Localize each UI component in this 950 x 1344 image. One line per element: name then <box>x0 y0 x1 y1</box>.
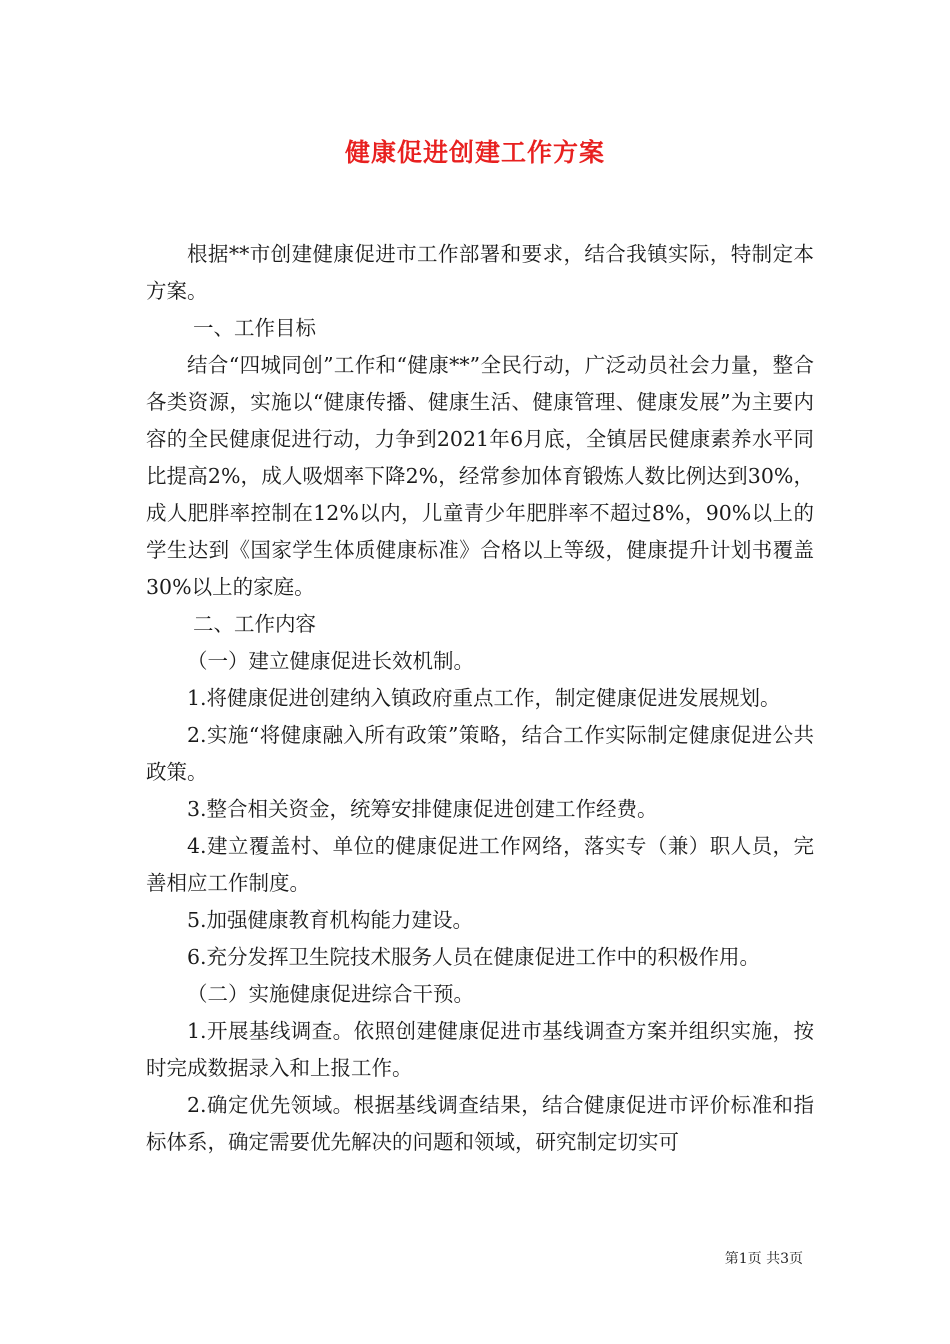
section-heading-content: 二、工作内容 <box>193 612 316 636</box>
list-item: 2.确定优先领域。根据基线调查结果，结合健康促进市评价标准和指标体系，确定需要优先解决的问题和领域，研究制定切实可 <box>146 1093 814 1154</box>
paragraph-intro: 根据**市创建健康促进市工作部署和要求，结合我镇实际，特制定本方案。 <box>146 242 814 303</box>
list-item: 2.实施“将健康融入所有政策”策略，结合工作实际制定健康促进公共政策。 <box>146 723 814 784</box>
paragraph-goals: 结合“四城同创”工作和“健康**”全民行动，广泛动员社会力量，整合各类资源，实施以“健康传播、健康生活、健康管理、健康发展”为主要内容的全民健康促进行动，力争到2021年6月底，全镇居民健康素养水平同比提高2%，成人吸烟率下降2%，经常参加体育锻炼人数比例达到30%，成人肥胖率控制在12%以内，儿童青少年肥胖率不超过8%，90%以上的学生达到《国家学生体质健康标准》合格以上等级，健康提升计划书覆盖30%以上的家庭。 <box>146 353 814 599</box>
document-body <box>146 236 814 1161</box>
document-title: 健康促进创建工作方案 <box>344 138 605 167</box>
section-heading-goals: 一、工作目标 <box>193 316 316 340</box>
page-number: 第1页 共3页 <box>724 1251 803 1267</box>
list-item: 3.整合相关资金，统筹安排健康促进创建工作经费。 <box>187 797 658 821</box>
list-item: 6.充分发挥卫生院技术服务人员在健康促进工作中的积极作用。 <box>187 945 761 969</box>
list-item: 4.建立覆盖村、单位的健康促进工作网络，落实专（兼）职人员，完善相应工作制度。 <box>146 834 814 895</box>
list-item: 1.将健康促进创建纳入镇政府重点工作，制定健康促进发展规划。 <box>187 686 781 710</box>
list-item: 1.开展基线调查。依照创建健康促进市基线调查方案并组织实施，按时完成数据录入和上报工作。 <box>146 1019 814 1080</box>
list-item: 5.加强健康教育机构能力建设。 <box>187 908 474 932</box>
subsection-heading-mechanism: （一）建立健康促进长效机制。 <box>187 649 474 673</box>
subsection-heading-intervention: （二）实施健康促进综合干预。 <box>187 982 474 1006</box>
